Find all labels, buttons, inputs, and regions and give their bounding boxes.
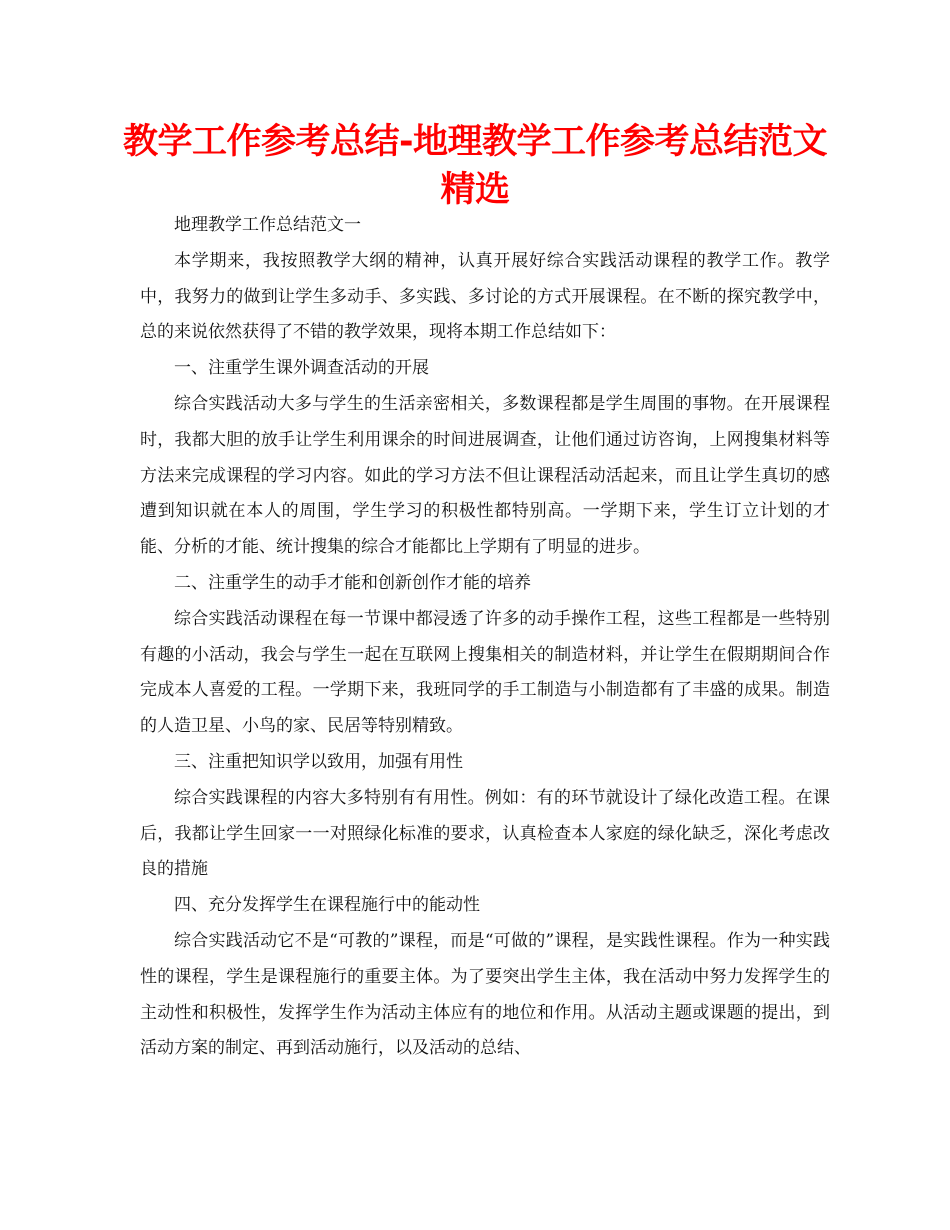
section-heading: 四、充分发挥学生在课程施行中的能动性	[174, 895, 480, 916]
body-paragraph: 综合实践活动大多与学生的生活亲密相关，多数课程都是学生周围的事物。在开展课程时，我都大胆的放手让学生利用课余的时间进展调查，让他们通过访咨询，上网搜集材料等方法来完成课程的学习内容。如此的学习方法不但让课程活动活起来，而且让学生真切的感遭到知识就在本人的周围，学生学习的积极性都特别高。一学期下来，学生订立计划的才能、分析的才能、统计搜集的综合才能都比上学期有了明显的进步。	[140, 393, 830, 558]
section-heading: 三、注重把知识学以致用，加强有用性	[174, 751, 463, 772]
document-title: 教学工作参考总结-地理教学工作参考总结范文精选	[122, 122, 828, 210]
body-paragraph: 本学期来，我按照教学大纲的精神，认真开展好综合实践活动课程的教学工作。教学中，我努力的做到让学生多动手、多实践、多讨论的方式开展课程。在不断的探究教学中，总的来说依然获得了不错的教学效果，现将本期工作总结如下：	[140, 250, 830, 343]
section-heading: 二、注重学生的动手才能和创新创作才能的培养	[174, 572, 531, 593]
body-paragraph: 综合实践课程的内容大多特别有有用性。例如：有的环节就设计了绿化改造工程。在课后，我都让学生回家一一对照绿化标准的要求，认真检查本人家庭的绿化缺乏，深化考虑改良的措施	[140, 787, 830, 880]
section-heading: 一、注重学生课外调查活动的开展	[174, 358, 429, 379]
document-body	[140, 208, 830, 1067]
body-paragraph: 综合实践活动课程在每一节课中都浸透了许多的动手操作工程，这些工程都是一些特别有趣的小活动，我会与学生一起在互联网上搜集相关的制造材料，并让学生在假期期间合作完成本人喜爱的工程。一学期下来，我班同学的手工制造与小制造都有了丰盛的成果。制造的人造卫星、小鸟的家、民居等特别精致。	[140, 608, 830, 737]
body-paragraph: 综合实践活动它不是“可教的”课程，而是“可做的”课程，是实践性课程。作为一种实践性的课程，学生是课程施行的重要主体。为了要突出学生主体，我在活动中努力发挥学生的主动性和积极性，发挥学生作为活动主体应有的地位和作用。从活动主题或课题的提出，到活动方案的制定、再到活动施行，以及活动的总结、	[140, 930, 830, 1059]
section-heading: 地理教学工作总结范文一	[174, 215, 361, 235]
